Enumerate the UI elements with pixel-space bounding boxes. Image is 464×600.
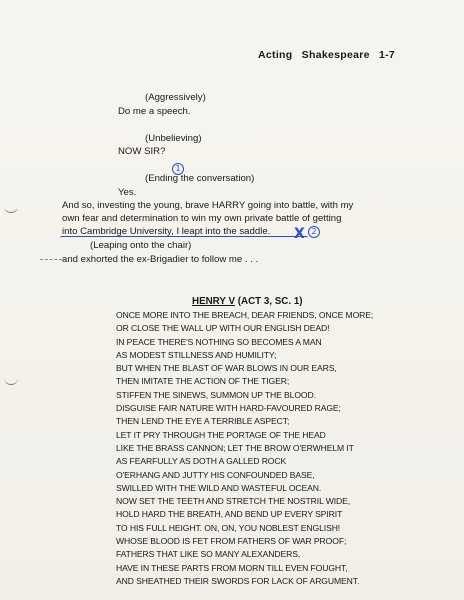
verse-line: AND SHEATHED THEIR SWORDS FOR LACK OF ARGUMENT. (116, 575, 360, 586)
speech-title (192, 296, 303, 307)
narrative-line-1: And so, investing the young, brave HARRY going into battle, with my (62, 200, 354, 211)
speech-verse (116, 309, 373, 588)
stage-direction-unbelieving: (Unbelieving) (145, 133, 202, 144)
speech-act-scene: (ACT 3, SC. 1) (237, 296, 303, 307)
verse-line: NOW SET THE TEETH AND STRETCH THE NOSTRIL WIDE, (116, 496, 351, 507)
verse-line: LIKE THE BRASS CANNON; LET THE BROW O'ERWHELM IT (116, 442, 354, 453)
verse-line: WHOSE BLOOD IS FET FROM FATHERS OF WAR PROOF; (116, 536, 347, 547)
stage-direction-leaping: (Leaping onto the chair) (90, 240, 192, 251)
page-edge-curl (4, 376, 18, 385)
page-header: Acting Shakespeare 1-7 (258, 49, 396, 61)
verse-line: DISGUISE FAIR NATURE WITH HARD-FAVOURED RAGE; (116, 403, 341, 414)
dialogue-now-sir: NOW SIR? (118, 146, 166, 157)
narrative-line-2: own fear and determination to win my own private battle of getting (62, 213, 342, 224)
page-edge-curl (4, 204, 18, 213)
verse-line: HOLD HARD THE BREATH, AND BEND UP EVERY SPIRIT (116, 509, 343, 520)
verse-line: AS MODEST STILLNESS AND HUMILITY; (116, 349, 277, 360)
annotation-x-mark: X (294, 226, 305, 242)
speech-play-name: HENRY V (192, 296, 236, 307)
narrative-line-3: into Cambridge University, I leapt into the saddle. (62, 226, 271, 237)
annotation-circle-1: 1 (172, 163, 184, 175)
verse-line: HAVE IN THESE PARTS FROM MORN TILL EVEN FOUGHT, (116, 562, 348, 573)
verse-line: TO HIS FULL HEIGHT. ON, ON, YOU NOBLEST ENGLISH! (116, 522, 341, 533)
narrative-line-4: and exhorted the ex-Brigadier to follow me . . . (62, 254, 259, 265)
verse-line: IN PEACE THERE'S NOTHING SO BECOMES A MAN (116, 336, 322, 347)
dialogue-do-me-a-speech: Do me a speech. (118, 106, 191, 117)
verse-line: THEN IMITATE THE ACTION OF THE TIGER; (116, 376, 290, 387)
bleed-through-mark: · · (418, 388, 427, 398)
verse-line: AS FEARFULLY AS DOTH A GALLED ROCK (116, 456, 287, 467)
verse-line: LET IT PRY THROUGH THE PORTAGE OF THE HEAD (116, 429, 326, 440)
stage-direction-ending-conversation: (Ending the conversation) (145, 173, 255, 184)
verse-line: OR CLOSE THE WALL UP WITH OUR ENGLISH DEAD! (116, 323, 330, 334)
verse-line: SWILLED WITH THE WILD AND WASTEFUL OCEAN. (116, 482, 322, 493)
verse-line: ONCE MORE INTO THE BREACH, DEAR FRIENDS, ONCE MORE; (116, 310, 374, 320)
bleed-through-mark: · · · (418, 322, 432, 332)
dialogue-yes: Yes. (118, 187, 137, 198)
verse-line: THEN LEND THE EYE A TERRIBLE ASPECT; (116, 416, 290, 427)
verse-line: O'ERHANG AND JUTTY HIS CONFOUNDED BASE, (116, 469, 315, 480)
annotation-circle-2: 2 (308, 226, 320, 238)
verse-line: BUT WHEN THE BLAST OF WAR BLOWS IN OUR EARS, (116, 363, 337, 374)
verse-line: STIFFEN THE SINEWS, SUMMON UP THE BLOOD. (116, 389, 316, 400)
stage-direction-aggressively: (Aggressively) (145, 92, 206, 103)
verse-line: FATHERS THAT LIKE SO MANY ALEXANDERS, (116, 549, 301, 560)
margin-dash-mark (40, 259, 62, 260)
